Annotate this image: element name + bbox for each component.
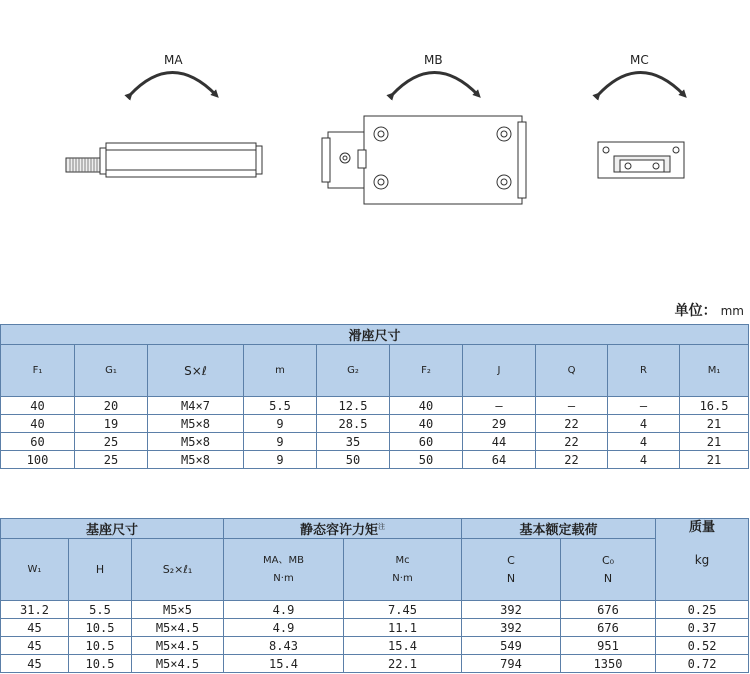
table-cell: 29 [463,415,536,433]
table-cell: 5.5 [69,601,132,619]
moment-note-mark: 注 [378,522,386,531]
table-cell: M5×8 [148,433,244,451]
table-cell: 22.1 [344,655,462,673]
mc-unit: N·m [392,572,413,584]
moment-mc-label: MC [630,53,649,67]
table-cell: 40 [1,397,75,415]
mc-label: Mc [395,554,410,566]
table-cell: M5×8 [148,415,244,433]
col-header-s2-l1: S₂×ℓ₁ [132,539,224,601]
col-header-c0 [561,539,656,601]
table-row [1,397,749,415]
table-cell: 22 [536,451,608,469]
top-view-drawing [322,116,526,204]
end-view-drawing [598,142,684,178]
table-cell: 392 [462,601,561,619]
table-cell: 35 [317,433,390,451]
table-cell: — [608,397,680,415]
table-cell: — [536,397,608,415]
moment-title: 静态容许力矩 [300,523,379,538]
table-cell: 9 [244,451,317,469]
table-cell: — [463,397,536,415]
c-label: C [507,553,515,567]
table-cell: 45 [1,619,69,637]
table-cell: 31.2 [1,601,69,619]
col-header-m1: M₁ [680,345,749,397]
mass-title: 质量 [689,520,716,535]
table-cell: 21 [680,415,749,433]
table-cell: 40 [1,415,75,433]
table-row [1,415,749,433]
table-cell: 4.9 [224,619,344,637]
table-cell: 64 [463,451,536,469]
table-cell: 676 [561,619,656,637]
table-cell: 60 [390,433,463,451]
table-cell: 794 [462,655,561,673]
table-cell: 0.37 [656,619,749,637]
table-cell: 25 [75,433,148,451]
table-cell: 28.5 [317,415,390,433]
side-view-drawing [66,143,262,177]
col-header-r: R [608,345,680,397]
col-header-mc [344,539,462,601]
c-unit: N [506,571,516,585]
table-cell: 25 [75,451,148,469]
table-cell: 4.9 [224,601,344,619]
table-cell: 50 [390,451,463,469]
table-cell: 20 [75,397,148,415]
table-cell: 9 [244,415,317,433]
unit-label [675,300,744,320]
moment-mb-arrow [392,53,478,95]
col-header-m: m [244,345,317,397]
table-cell: M5×4.5 [132,637,224,655]
moment-diagram [0,0,750,230]
col-header-g1: G₁ [75,345,148,397]
table-cell: 10.5 [69,637,132,655]
col-header-c [462,539,561,601]
table-cell: 19 [75,415,148,433]
table-cell: 10.5 [69,655,132,673]
table-cell: 8.43 [224,637,344,655]
unit-label-text: 单位： [674,303,717,319]
table-cell: 10.5 [69,619,132,637]
table-cell: 11.1 [344,619,462,637]
table-cell: 4 [608,433,680,451]
moment-ma-label: MA [164,53,183,67]
moment-mc-arrow [598,53,684,95]
col-header-j: J [463,345,536,397]
col-header-f2: F₂ [390,345,463,397]
col-header-g2: G₂ [317,345,390,397]
col-header-f1: F₁ [1,345,75,397]
col-header-ma-mb [224,539,344,601]
table-cell: M5×4.5 [132,619,224,637]
col-header-h: H [69,539,132,601]
table-row [1,637,749,655]
table-cell: 951 [561,637,656,655]
table-cell: 7.45 [344,601,462,619]
table-cell: 15.4 [344,637,462,655]
table-cell: 0.52 [656,637,749,655]
mass-unit: kg [694,553,710,567]
table-cell: 392 [462,619,561,637]
table-cell: 45 [1,655,69,673]
group-header-mass [656,519,749,601]
table-row [1,601,749,619]
col-header-s-l: S×ℓ [148,345,244,397]
table-cell: 15.4 [224,655,344,673]
table-cell: 21 [680,451,749,469]
table-cell: 60 [1,433,75,451]
base-spec-table [0,518,749,673]
table-cell: 0.72 [656,655,749,673]
table-row [1,619,749,637]
table-cell: M4×7 [148,397,244,415]
moment-mb-label: MB [424,53,443,67]
table-cell: 16.5 [680,397,749,415]
table-cell: M5×8 [148,451,244,469]
table-cell: M5×5 [132,601,224,619]
table-cell: 4 [608,451,680,469]
table-row [1,451,749,469]
table-row [1,433,749,451]
group-header-moment [224,519,462,539]
col-header-q: Q [536,345,608,397]
c0-unit: N [603,571,613,585]
group-header-load: 基本额定载荷 [462,519,656,539]
table-cell: 676 [561,601,656,619]
table-cell: 5.5 [244,397,317,415]
group-header-base: 基座尺寸 [1,519,224,539]
table-cell: 44 [463,433,536,451]
unit-value: mm [720,304,744,318]
table-cell: 40 [390,397,463,415]
table-cell: 4 [608,415,680,433]
slider-dimension-table [0,324,749,469]
moment-ma-arrow [130,53,216,95]
table-cell: 40 [390,415,463,433]
slider-table-title: 滑座尺寸 [1,325,749,345]
col-header-w1: W₁ [1,539,69,601]
c0-label: C₀ [601,553,615,567]
table-cell: 22 [536,415,608,433]
ma-mb-label: MA、MB [263,554,304,566]
table-cell: M5×4.5 [132,655,224,673]
table-cell: 50 [317,451,390,469]
table-cell: 1350 [561,655,656,673]
table-row [1,655,749,673]
table-cell: 100 [1,451,75,469]
table-cell: 549 [462,637,561,655]
table-cell: 0.25 [656,601,749,619]
table-cell: 22 [536,433,608,451]
table-cell: 9 [244,433,317,451]
ma-mb-unit: N·m [273,572,294,584]
table-cell: 21 [680,433,749,451]
table-cell: 45 [1,637,69,655]
table-cell: 12.5 [317,397,390,415]
